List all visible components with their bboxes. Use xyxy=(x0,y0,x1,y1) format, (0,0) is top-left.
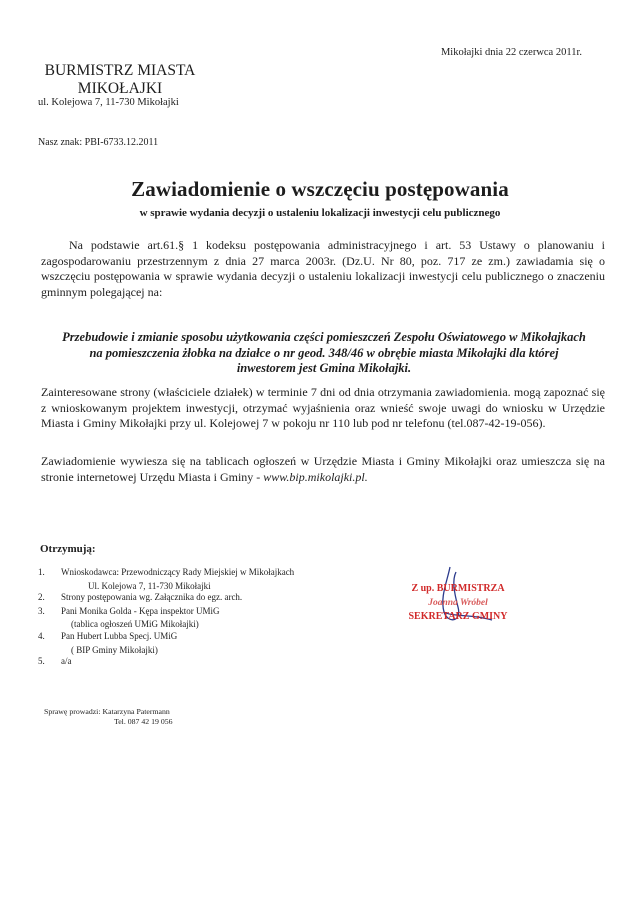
recipient-text: Wnioskodawca: Przewodniczący Rady Miejskiej w Mikołajkach xyxy=(61,567,295,577)
recipient-continuation: (tablica ogłoszeń UMiG Mikołajki) xyxy=(71,619,199,630)
recipients-list xyxy=(38,567,361,670)
recipient-number: 1. xyxy=(38,567,45,577)
recipient-continuation: Ul. Kolejowa 7, 11-730 Mikołajki xyxy=(88,580,211,591)
publication-paragraph xyxy=(41,454,605,485)
project-line-1: Przebudowie i zmianie sposobu użytkowania części pomieszczeń Zespołu Oświatowego w Mikołajkach xyxy=(62,330,586,344)
recipient-item xyxy=(38,656,361,668)
recipient-text: Strony postępowania wg. Załącznika do egz. arch. xyxy=(61,592,243,603)
recipient-item xyxy=(38,592,361,604)
official-stamp xyxy=(388,582,528,624)
stakeholders-paragraph: Zainteresowane strony (właściciele działek) w terminie 7 dni od dnia otrzymania zawiadomienia. mogą zapoznać się z wnioskowanym projektem inwestycji, otrzymać wyjaśnienia oraz wnieść swoje uwagi do wniosku w Urzędzie Miasta i Gminy Mikołajki przy ul. Kolejowej 7 w pokoju nr 110 lub pod nr telefonu (tel.087-42-19-056). xyxy=(41,385,605,430)
bip-link[interactable]: www.bip.mikolajki.pl. xyxy=(263,469,368,484)
recipient-number: 3. xyxy=(38,605,45,616)
stamp-line-1: Z up. BURMISTRZA xyxy=(411,583,505,594)
recipient-item xyxy=(38,606,361,631)
recipient-continuation: ( BIP Gminy Mikołajki) xyxy=(71,644,158,655)
recipients-heading: Otrzymują: xyxy=(40,543,96,555)
stamp-line-2: SEKRETARZ GMINY xyxy=(408,611,508,622)
authority-line-1: BURMISTRZ MIASTA xyxy=(44,62,196,79)
recipient-text: a/a xyxy=(61,656,72,667)
recipient-item xyxy=(38,567,361,592)
document-title: Zawiadomienie o wszczęciu postępowania xyxy=(131,177,509,201)
authority-address: ul. Kolejowa 7, 11-730 Mikołajki xyxy=(38,97,179,108)
prepared-by xyxy=(44,707,173,727)
prepared-by-label: Sprawę prowadzi: Katarzyna Patermann xyxy=(44,707,170,716)
recipient-number: 4. xyxy=(38,630,45,641)
authority-line-2: MIKOŁAJKI xyxy=(77,80,163,97)
reference-number: Nasz znak: PBI-6733.12.2011 xyxy=(38,137,159,148)
project-line-2: na pomieszczenia żłobka na działce o nr geod. 348/46 w obrębie miasta Mikołajki dla której xyxy=(89,345,559,360)
stamp-signatory-name: Joanna Wróbel xyxy=(428,598,488,608)
project-line-3: inwestorem jest Gmina Mikołajki. xyxy=(236,361,412,375)
recipient-text: Pani Monika Golda - Kępa inspektor UMiG xyxy=(61,605,220,616)
prepared-by-phone: Tel. 087 42 19 056 xyxy=(114,717,173,726)
recipient-text: Pan Hubert Lubba Specj. UMiG xyxy=(61,630,178,641)
document-date: Mikołajki dnia 22 czerwca 2011r. xyxy=(440,47,582,58)
project-description xyxy=(40,330,608,377)
recipient-number: 5. xyxy=(38,656,45,667)
recipient-item xyxy=(38,631,361,656)
recipient-number: 2. xyxy=(38,592,45,603)
publication-text: Zawiadomienie wywiesza się na tablicach ogłoszeń w Urzędzie Miasta i Gminy Mikołajki oraz umieszcza się na stronie internetowej Urzędu Miasta i Gminy - xyxy=(41,454,605,484)
legal-basis-paragraph: Na podstawie art.61.§ 1 kodeksu postępowania administracyjnego i art. 53 Ustawy o planowaniu i zagospodarowaniu przestrzennym z dnia 27 marca 2003r. (Dz.U. Nr 80, poz. 717 ze zm.) zawiadamia się o wszczęciu postępowania w sprawie wydania decyzji o ustaleniu lokalizacji inwestycji celu publicznego o znaczeniu gminnym polegającej na: xyxy=(41,238,605,299)
issuing-authority xyxy=(40,62,200,98)
document-subtitle: w sprawie wydania decyzji o ustaleniu lokalizacji inwestycji celu publicznego xyxy=(139,207,501,219)
